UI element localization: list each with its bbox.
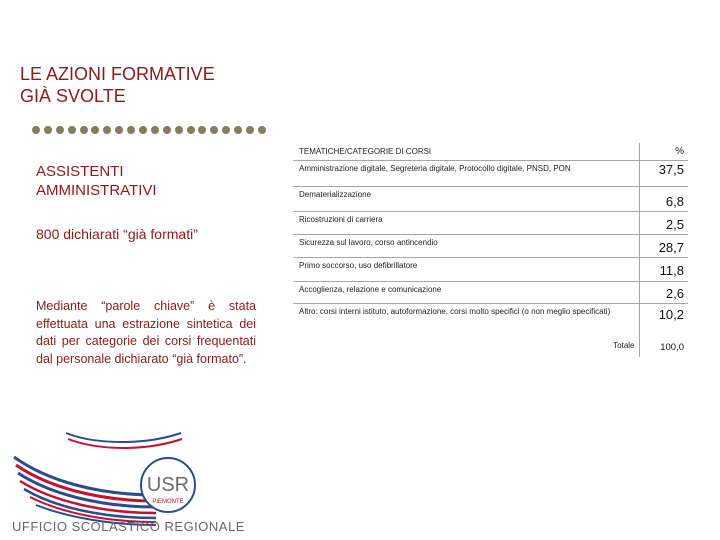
table-row	[293, 304, 688, 338]
page-title	[20, 63, 215, 107]
method-note: Mediante “parole chiave” è stata effettuata una estrazione sintetica dei dati per categorie dei corsi frequentati dal personale dichiarato “già formato”.	[36, 299, 256, 366]
table-row	[293, 235, 688, 258]
total-label: Totale	[293, 338, 639, 357]
dotted-divider	[32, 126, 266, 134]
table-row	[293, 161, 688, 187]
row-value: 10,2	[639, 304, 688, 338]
table-header-row	[293, 143, 688, 161]
row-label: Accoglienza, relazione e comunicazione	[293, 282, 639, 304]
row-label: Primo soccorso, uso defibrillatore	[293, 258, 639, 282]
total-value: 100,0	[660, 341, 684, 353]
logo-caption: UFFICIO SCOLASTICO REGIONALE	[12, 519, 245, 534]
row-value: 37,5	[639, 161, 688, 187]
subtitle-line-2: AMMINISTRATIVI	[36, 182, 157, 199]
row-value: 6,8	[639, 187, 688, 212]
row-value: 2,5	[639, 212, 688, 235]
header-percent: %	[675, 146, 684, 157]
courses-table	[293, 143, 688, 357]
logo-badge-text: USR	[146, 474, 190, 496]
table-total-row	[293, 338, 688, 357]
header-category: TEMATICHE/CATEGORIE DI CORSI	[293, 143, 639, 161]
table-row	[293, 282, 688, 304]
title-line-2: GIÀ SVOLTE	[20, 86, 126, 106]
row-value: 2,6	[639, 282, 688, 304]
table-row	[293, 258, 688, 282]
row-label: Amministrazione digitale, Segreteria digitale, Protocollo digitale, PNSD, PON	[293, 161, 639, 187]
row-label: Sicurezza sul lavoro, corso antincendio	[293, 235, 639, 258]
row-label: Dematerializzazione	[293, 187, 639, 212]
trained-count	[36, 226, 198, 242]
row-value: 28,7	[639, 235, 688, 258]
section-subtitle	[36, 162, 157, 200]
row-value: 11,8	[639, 258, 688, 282]
logo-sub-text: PIEMONTE	[152, 499, 184, 505]
row-label: Ricostruzioni di carriera	[293, 212, 639, 235]
title-line-1: LE AZIONI FORMATIVE	[20, 64, 215, 84]
count-text: dichiarati “già formati”	[63, 226, 198, 242]
table-row	[293, 212, 688, 235]
row-label: Altro: corsi interni istituto, autoformazione, corsi molto specifici (o non meglio specificati)	[293, 304, 639, 338]
table-row	[293, 187, 688, 212]
count-number: 800	[36, 226, 60, 242]
subtitle-line-1: ASSISTENTI	[36, 163, 124, 180]
